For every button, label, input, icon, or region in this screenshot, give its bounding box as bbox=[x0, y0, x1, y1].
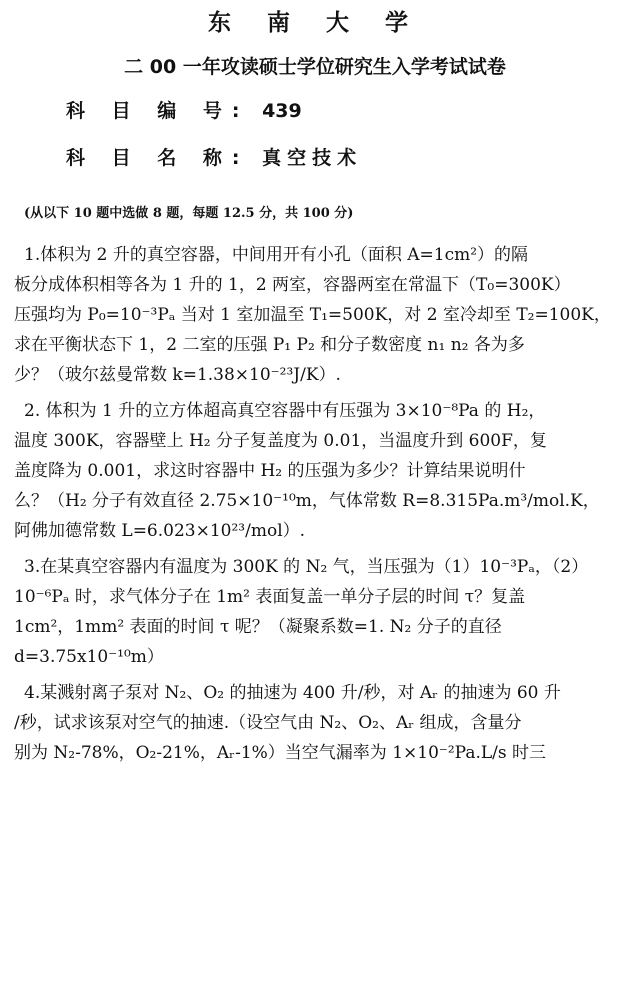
question-1-line-3: 压强均为 P₀=10⁻³Pₐ 当对 1 室加温至 T₁=500K，对 2 室冷却至 T₂=100K， bbox=[14, 305, 611, 325]
question-3-line-2: 10⁻⁶Pₐ 时，求气体分子在 1m² 表面复盖一单分子层的时间 τ？复盖 bbox=[14, 587, 526, 607]
university-title: 东 南 大 学 bbox=[207, 10, 423, 36]
subject-name-row bbox=[66, 143, 362, 170]
subject-code-row bbox=[66, 96, 302, 123]
exam-instructions: (从以下 10 题中选做 8 题，每题 12.5 分，共 100 分) bbox=[24, 206, 354, 221]
question-2-line-4: 么？（H₂ 分子有效直径 2.75×10⁻¹⁰m，气体常数 R=8.315Pa.m³/mol.K， bbox=[14, 491, 600, 511]
question-2-line-3: 盖度降为 0.001，求这时容器中 H₂ 的压强为多少？计算结果说明什 bbox=[14, 461, 526, 481]
question-2 bbox=[14, 396, 620, 546]
question-4-line-3: 别为 N₂-78%，O₂-21%，Aᵣ-1%）当空气漏率为 1×10⁻²Pa.L/s 时三 bbox=[14, 743, 547, 763]
question-3-line-3: 1cm²，1mm² 表面的时间 τ 呢？（凝聚系数=1. N₂ 分子的直径 bbox=[14, 617, 502, 637]
question-3-line-1: 3.在某真空容器内有温度为 300K 的 N₂ 气，当压强为（1）10⁻³Pₐ，（2） bbox=[24, 557, 589, 577]
question-1-line-1: 1.体积为 2 升的真空容器，中间用开有小孔（面积 A=1cm²）的隔 bbox=[24, 245, 529, 265]
subject-name-value: 真空技术 bbox=[262, 147, 363, 169]
question-2-line-5: 阿佛加德常数 L=6.023×10²³/mol）. bbox=[14, 521, 306, 541]
exam-title: 二 00 一年攻读硕士学位研究生入学考试试卷 bbox=[124, 56, 506, 78]
question-1-line-5: 少？（玻尔兹曼常数 k=1.38×10⁻²³J/K）. bbox=[14, 365, 341, 385]
subject-code-label: 科 目 编 号: bbox=[66, 100, 250, 122]
question-1-line-4: 求在平衡状态下 1，2 二室的压强 P₁ P₂ 和分子数密度 n₁ n₂ 各为多 bbox=[14, 335, 525, 355]
question-2-line-1: 2. 体积为 1 升的立方体超高真空容器中有压强为 3×10⁻⁸Pa 的 H₂， bbox=[24, 401, 546, 421]
question-1-line-2: 板分成体积相等各为 1 升的 1，2 两室，容器两室在常温下（T₀=300K） bbox=[14, 275, 571, 295]
question-1 bbox=[14, 240, 620, 390]
question-3 bbox=[14, 552, 620, 672]
question-4-line-1: 4.某溅射离子泵对 N₂、O₂ 的抽速为 400 升/秒，对 Aᵣ 的抽速为 60 升 bbox=[24, 683, 561, 703]
question-2-line-2: 温度 300K，容器壁上 H₂ 分子复盖度为 0.01，当温度升到 600F，复 bbox=[14, 431, 547, 451]
question-3-line-4: d=3.75x10⁻¹⁰m） bbox=[14, 647, 164, 667]
question-4 bbox=[14, 678, 620, 768]
question-4-line-2: /秒，试求该泵对空气的抽速.（设空气由 N₂、O₂、Aᵣ 组成，含量分 bbox=[14, 713, 522, 733]
question-list bbox=[14, 240, 620, 768]
subject-name-label: 科 目 名 称: bbox=[66, 147, 250, 169]
subject-code-value: 439 bbox=[262, 100, 302, 122]
